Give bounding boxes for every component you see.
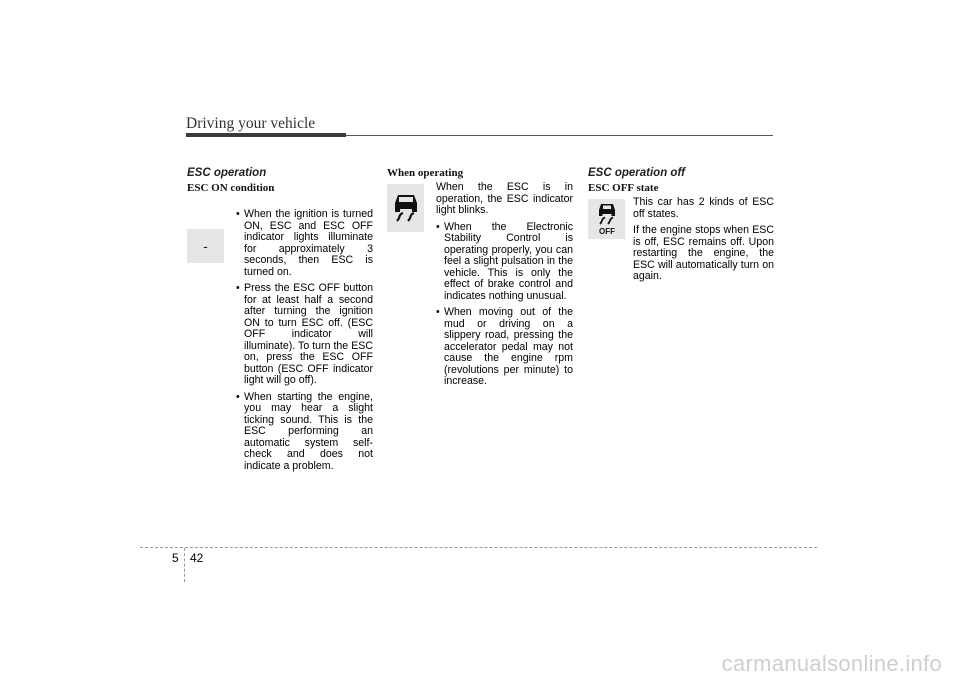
footer-divider bbox=[140, 547, 817, 548]
column-esc-operation bbox=[187, 166, 377, 477]
when-operating-text bbox=[436, 182, 573, 388]
esc-on-text bbox=[236, 209, 373, 472]
subtitle-esc-on-condition: ESC ON condition bbox=[187, 182, 275, 194]
esc-off-block bbox=[588, 197, 778, 283]
subtitle-when-operating: When operating bbox=[387, 167, 464, 179]
footer-page-number: 42 bbox=[190, 551, 204, 565]
subtitle-esc-off-state: ESC OFF state bbox=[588, 182, 659, 194]
section-title-esc-operation-off: ESC operation off bbox=[588, 167, 685, 179]
esc-off-indicator-icon bbox=[588, 199, 625, 239]
column-esc-operation-off bbox=[588, 166, 778, 288]
footer-vertical-divider bbox=[184, 548, 185, 582]
header-title: Driving your vehicle bbox=[186, 115, 316, 132]
watermark: carmanualsonline.info bbox=[721, 651, 942, 676]
list-item: • When starting the engine, you may hear a slight ticking sound. This is the ESC performing an automatic system self-check and does not indicate a problem. bbox=[236, 392, 373, 473]
column-when-operating bbox=[387, 166, 577, 393]
list-item: • When the Electronic Stability Control is operating properly, you can feel a slight pulsation in the vehicle. This is only the effect of brake control and indicates nothing unusual. bbox=[436, 222, 573, 303]
header-accent-bar bbox=[186, 133, 346, 137]
off-label: OFF bbox=[598, 227, 615, 236]
esc-on-bullet-list bbox=[236, 209, 373, 472]
esc-on-block bbox=[187, 209, 377, 472]
when-operating-bullet-list bbox=[436, 222, 573, 388]
skidding-car-icon bbox=[392, 191, 420, 225]
list-item: • When moving out of the mud or driving on a slippery road, pressing the accelerator pedal may not cause the engine rpm (revolutions per minute) to increase. bbox=[436, 307, 573, 388]
indicator-placeholder-text: - bbox=[203, 238, 208, 254]
esc-indicator-icon bbox=[387, 184, 424, 232]
esc-off-paragraph: This car has 2 kinds of ESC off states. bbox=[633, 196, 774, 220]
esc-off-car-icon bbox=[593, 202, 621, 236]
footer-chapter-number: 5 bbox=[172, 551, 179, 565]
list-item: • Press the ESC OFF button for at least half a second after turning the ignition ON to turn ESC off. (ESC OFF indicator will illuminate). To turn the ESC on, press the ESC OFF button (ESC OFF indicator light will go off). bbox=[236, 283, 373, 387]
list-item: • When the ignition is turned ON, ESC and ESC OFF indicator lights illuminate for approximately 3 seconds, then ESC is turned on. bbox=[236, 209, 373, 278]
when-operating-intro: When the ESC is in operation, the ESC indicator light blinks. bbox=[436, 181, 573, 216]
when-operating-block bbox=[387, 182, 577, 388]
blank-indicator-icon bbox=[187, 229, 224, 263]
esc-off-paragraph: If the engine stops when ESC is off, ESC remains off. Upon restarting the engine, the ESC will automatically turn on again. bbox=[633, 224, 774, 282]
section-title-esc-operation: ESC operation bbox=[187, 167, 267, 179]
esc-off-text bbox=[633, 197, 774, 283]
